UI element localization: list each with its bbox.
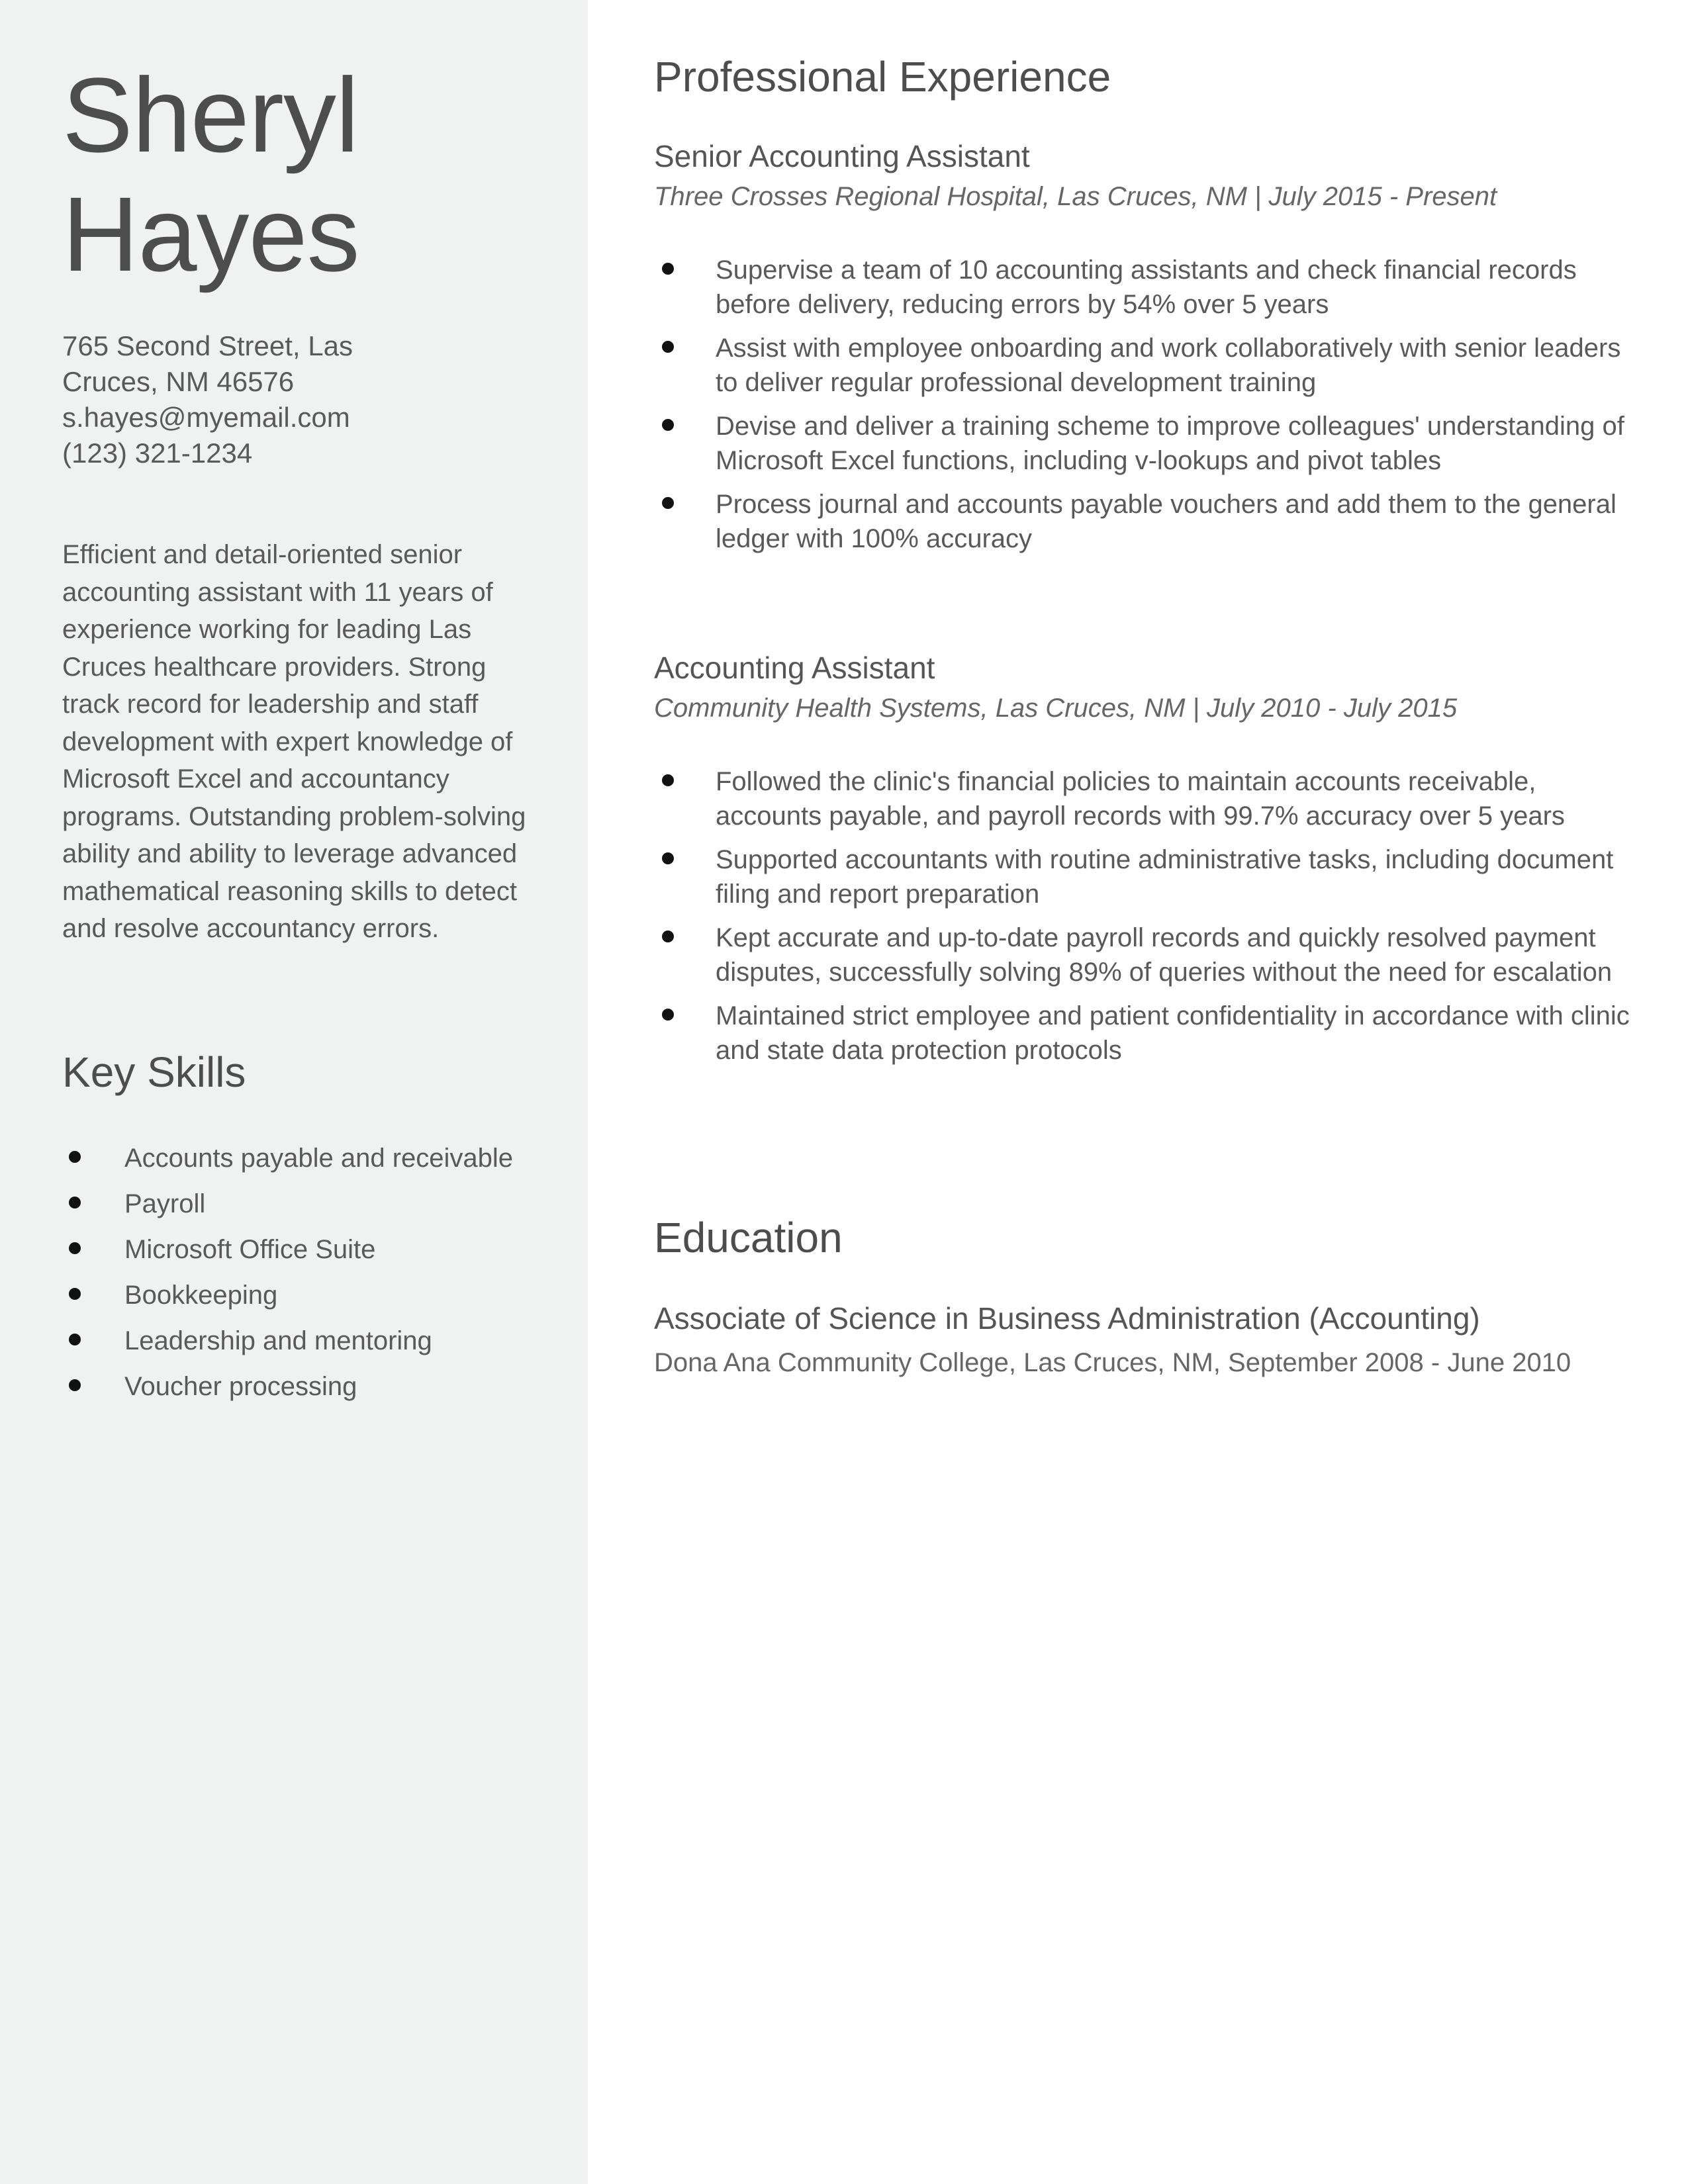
job-bullet-text: Devise and deliver a training scheme to improve colleagues' understanding of Microsoft Excel functions, including v-lookups and pivot tables (716, 412, 1624, 475)
education-heading: Education (654, 1214, 843, 1261)
bullet-icon (662, 931, 674, 942)
skill-item (62, 1141, 526, 1175)
skills-heading: Key Skills (62, 1048, 246, 1096)
skills-list (62, 1141, 526, 1415)
email: s.hayes@myemail.com (62, 402, 350, 433)
job-bullet-text: Maintained strict employee and patient confidentiality in accordance with clinic and state data protection protocols (716, 1001, 1630, 1065)
job-entry (654, 136, 1634, 565)
bullet-icon (69, 1288, 81, 1300)
job-bullet-text: Followed the clinic's financial policies to maintain accounts receivable, accounts payable, and payroll records with 99.7% accuracy over 5 years (716, 767, 1565, 831)
bullet-icon (69, 1379, 81, 1391)
job-entry (654, 648, 1634, 1077)
skill-item (62, 1324, 526, 1358)
job-bullet (654, 487, 1634, 556)
job-meta: Community Health Systems, Las Cruces, NM | July 2010 - July 2015 (654, 694, 1458, 723)
experience-heading: Professional Experience (654, 53, 1111, 101)
skill-item (62, 1369, 526, 1404)
degree-title: Associate of Science in Business Administration (Accounting) (654, 1301, 1480, 1336)
bullet-icon (662, 774, 674, 786)
skill-label: Accounts payable and receivable (124, 1144, 514, 1173)
bullet-icon (662, 263, 674, 275)
first-name: Sheryl (62, 56, 359, 174)
skill-label: Leadership and mentoring (124, 1326, 432, 1355)
job-bullet (654, 842, 1634, 911)
contact-info (62, 328, 539, 471)
bullet-icon (662, 419, 674, 431)
job-bullet-text: Supervise a team of 10 accounting assistants and check financial records before delivery, reducing errors by 54% over 5 years (716, 255, 1577, 319)
job-bullet (654, 331, 1634, 400)
bullet-icon (69, 1242, 81, 1254)
bullet-icon (69, 1197, 81, 1208)
bullet-icon (662, 1009, 674, 1021)
job-bullet-text: Process journal and accounts payable vouchers and add them to the general ledger with 100% accuracy (716, 490, 1617, 553)
job-bullet-text: Supported accountants with routine administrative tasks, including document filing and report preparation (716, 845, 1614, 909)
job-bullets (654, 253, 1634, 556)
job-bullet (654, 921, 1634, 989)
skill-label: Payroll (124, 1189, 206, 1218)
bullet-icon (662, 497, 674, 509)
job-title: Accounting Assistant (654, 651, 935, 685)
skill-label: Voucher processing (124, 1372, 357, 1401)
bullet-icon (69, 1334, 81, 1345)
address: 765 Second Street, Las Cruces, NM 46576 (62, 330, 353, 397)
skill-item (62, 1232, 526, 1267)
school-info: Dona Ana Community College, Las Cruces, NM, September 2008 - June 2010 (654, 1348, 1571, 1377)
last-name: Hayes (62, 175, 359, 293)
skill-label: Bookkeeping (124, 1281, 278, 1310)
bullet-icon (662, 341, 674, 353)
job-meta: Three Crosses Regional Hospital, Las Cruces, NM | July 2015 - Present (654, 182, 1497, 211)
job-bullet (654, 764, 1634, 833)
candidate-name (62, 56, 359, 294)
skill-item (62, 1187, 526, 1221)
bullet-icon (662, 852, 674, 864)
sidebar (0, 0, 588, 2184)
job-bullet-text: Assist with employee onboarding and work collaboratively with senior leaders to deliver regular professional development training (716, 334, 1621, 397)
job-bullets (654, 764, 1634, 1068)
job-bullet (654, 409, 1634, 478)
phone: (123) 321-1234 (62, 437, 253, 469)
profile-summary: Efficient and detail-oriented senior accounting assistant with 11 years of experience working for leading Las Cruces healthcare providers. Strong track record for leadership and staff development with expert knowledge of Microsoft Excel and accountancy programs. Outstanding problem-solving ability and ability to leverage advanced mathematical reasoning skills to detect and resolve accountancy errors. (62, 540, 526, 943)
skill-item (62, 1278, 526, 1312)
job-bullet-text: Kept accurate and up-to-date payroll records and quickly resolved payment disputes, successfully solving 89% of queries without the need for escalation (716, 923, 1613, 987)
bullet-icon (69, 1151, 81, 1163)
skill-label: Microsoft Office Suite (124, 1235, 376, 1264)
job-title: Senior Accounting Assistant (654, 139, 1030, 173)
job-bullet (654, 999, 1634, 1068)
job-bullet (654, 253, 1634, 322)
